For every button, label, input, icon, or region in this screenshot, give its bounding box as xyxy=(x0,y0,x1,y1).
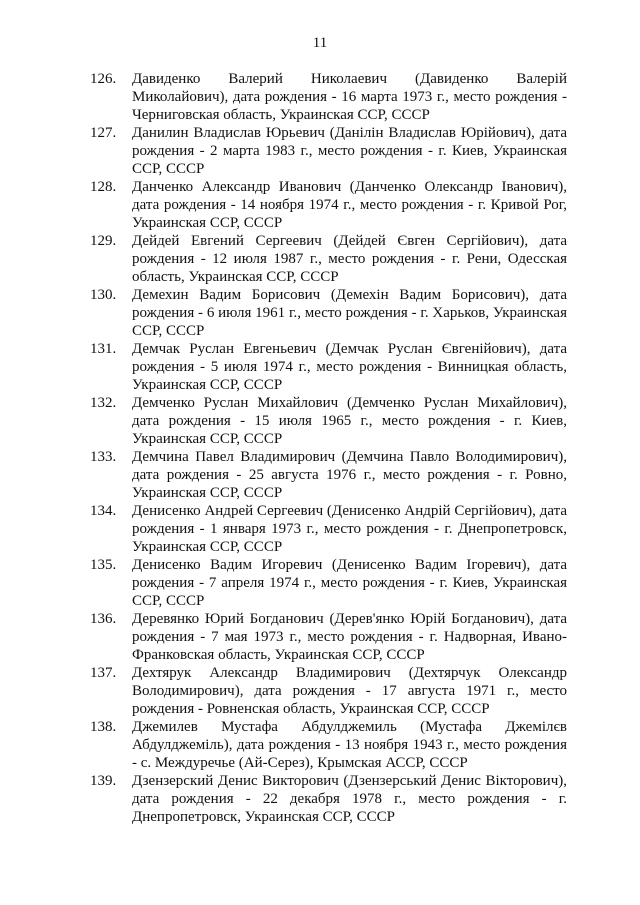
entry-text: Джемилев Мустафа Абдулджемиль (Мустафа Джемілєв Абдулджеміль), дата рождения - 13 ноября 1943 г., место рождения - с. Междуречье (Ай-Серез), Крымская АССР, СССР xyxy=(132,719,567,771)
entry-text: Деревянко Юрий Богданович (Дерев'янко Юрій Богданович), дата рождения - 7 мая 1973 г., место рождения - г. Надворная, Ивано-Франковская область, Украинская ССР, СССР xyxy=(132,611,567,663)
page-number: 11 xyxy=(312,35,328,51)
entry-number: 126. xyxy=(90,71,117,87)
list-item xyxy=(0,556,640,610)
entry-number: 129. xyxy=(90,233,117,249)
entry-number: 130. xyxy=(90,287,117,303)
list-item xyxy=(0,772,640,826)
entry-number: 131. xyxy=(90,341,117,357)
list-item xyxy=(0,718,640,772)
entry-number: 139. xyxy=(90,773,117,789)
entry-text: Давиденко Валерий Николаевич (Давиденко Валерій Миколайович), дата рождения - 16 марта 1973 г., место рождения - Черниговская область, Украинская ССР, СССР xyxy=(132,71,567,123)
entry-number: 138. xyxy=(90,719,117,735)
list-item xyxy=(0,286,640,340)
list-item xyxy=(0,232,640,286)
entry-number: 137. xyxy=(90,665,117,681)
list-item xyxy=(0,610,640,664)
entry-text: Данилин Владислав Юрьевич (Данілін Владислав Юрійович), дата рождения - 2 марта 1983 г., место рождения - г. Киев, Украинская ССР, СССР xyxy=(132,125,567,177)
entry-text: Дейдей Евгений Сергеевич (Дейдей Євген Сергійович), дата рождения - 12 июля 1987 г., место рождения - г. Рени, Одесская область, Украинская ССР, СССР xyxy=(132,233,567,285)
list-item xyxy=(0,124,640,178)
list-item xyxy=(0,394,640,448)
list-item xyxy=(0,664,640,718)
entry-text: Демчина Павел Владимирович (Демчина Павло Володимирович), дата рождения - 25 августа 1976 г., место рождения - г. Ровно, Украинская ССР, СССР xyxy=(132,449,567,501)
list-item xyxy=(0,340,640,394)
entry-text: Данченко Александр Иванович (Данченко Олександр Іванович), дата рождения - 14 ноября 1974 г., место рождения - г. Кривой Рог, Украинская ССР, СССР xyxy=(132,179,567,231)
entry-number: 127. xyxy=(90,125,117,141)
list-item xyxy=(0,448,640,502)
entry-number: 134. xyxy=(90,503,117,519)
entry-text: Денисенко Вадим Игоревич (Денисенко Вадим Ігоревич), дата рождения - 7 апреля 1974 г., место рождения - г. Киев, Украинская ССР, СССР xyxy=(132,557,567,609)
list-item xyxy=(0,178,640,232)
entry-number: 133. xyxy=(90,449,117,465)
entry-number: 135. xyxy=(90,557,117,573)
entry-number: 136. xyxy=(90,611,117,627)
entry-text: Дехтярук Александр Владимирович (Дехтярчук Олександр Володимирович), дата рождения - 17 августа 1971 г., место рождения - Ровненская область, Украинская ССР, СССР xyxy=(132,665,567,717)
entry-text: Денисенко Андрей Сергеевич (Денисенко Андрій Сергійович), дата рождения - 1 января 1973 г., место рождения - г. Днепропетровск, Украинская ССР, СССР xyxy=(132,503,567,555)
entry-text: Демченко Руслан Михайлович (Демченко Руслан Михайлович), дата рождения - 15 июля 1965 г., место рождения - г. Киев, Украинская ССР, СССР xyxy=(132,395,567,447)
entry-text: Демехин Вадим Борисович (Демехін Вадим Борисович), дата рождения - 6 июля 1961 г., место рождения - г. Харьков, Украинская ССР, СССР xyxy=(132,287,567,339)
entry-text: Дзензерский Денис Викторович (Дзензерський Денис Вікторович), дата рождения - 22 декабря 1978 г., место рождения - г. Днепропетровск, Украинская ССР, СССР xyxy=(132,773,567,825)
entry-number: 132. xyxy=(90,395,117,411)
entry-list xyxy=(0,70,640,826)
list-item xyxy=(0,70,640,124)
entry-number: 128. xyxy=(90,179,117,195)
list-item xyxy=(0,502,640,556)
entry-text: Демчак Руслан Евгеньевич (Демчак Руслан Євгенійович), дата рождения - 5 июля 1974 г., место рождения - Винницкая область, Украинская ССР, СССР xyxy=(132,341,567,393)
